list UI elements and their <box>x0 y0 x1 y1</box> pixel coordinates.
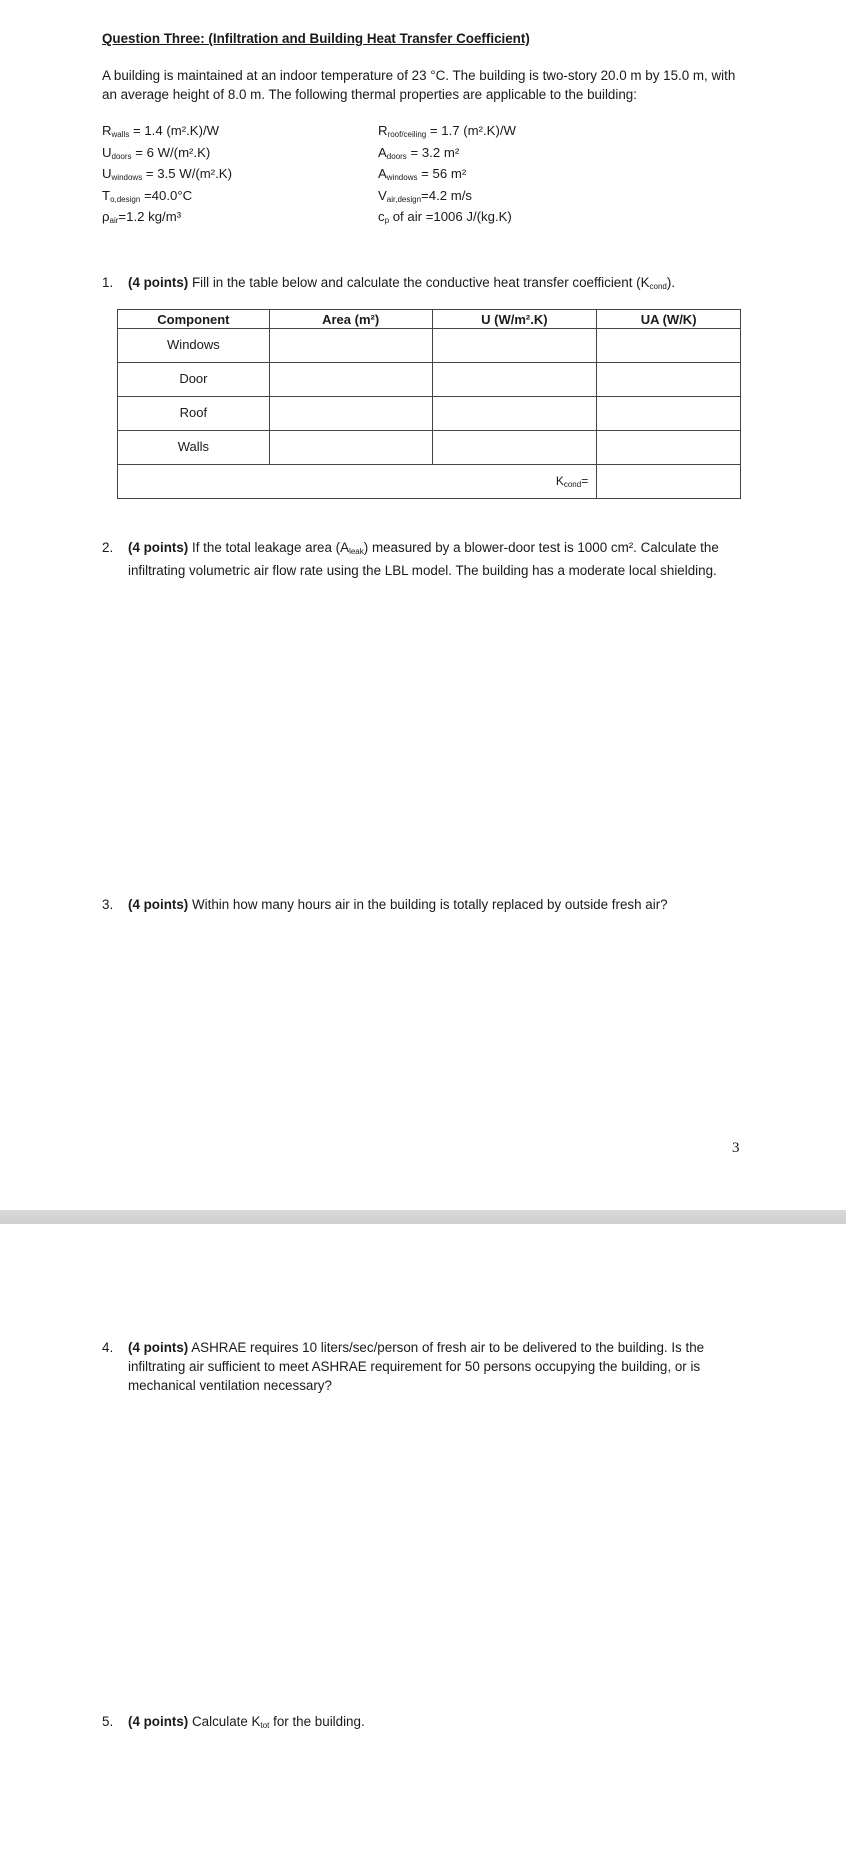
property-r-roof: $R_{roof/ceiling} = 1.7$ (m².K)/W <box>378 123 516 139</box>
table-total-row <box>118 465 741 499</box>
page-separator <box>0 1210 846 1224</box>
row-label-door: Door <box>118 363 270 397</box>
k-cond-label: $K_{cond}=$ <box>118 465 597 499</box>
cell-area-door[interactable] <box>269 363 432 397</box>
property-t-design: $T_{o,design} =40.0^\circ C$ <box>102 187 193 204</box>
row-label-roof: Roof <box>118 397 270 431</box>
property-a-doors: $A_{doors} = 3.2$ m² <box>378 144 460 161</box>
cell-u-roof[interactable] <box>432 397 597 431</box>
table-header-row <box>118 310 741 329</box>
cell-ua-windows[interactable] <box>597 329 741 363</box>
property-u-windows: $U_{windows} = 3.5$ W/(m².K) <box>102 166 232 182</box>
conduction-table <box>117 309 741 499</box>
cell-area-walls[interactable] <box>269 431 432 465</box>
property-cp-air: $c_p$ of air =1006 J/(kg.K) <box>378 209 512 225</box>
cell-area-roof[interactable] <box>269 397 432 431</box>
property-rho-air: $\rho_{air}=1.2$ kg/m³ <box>102 209 182 225</box>
cell-ua-walls[interactable] <box>597 431 741 465</box>
cell-u-door[interactable] <box>432 363 597 397</box>
header-u: U (W/m².K) <box>432 310 597 329</box>
table-row <box>118 431 741 465</box>
question-3: 3. (4 points) Within how many hours air in the building is totally replaced by outside fresh air? <box>102 897 668 912</box>
header-ua: UA (W/K) <box>597 310 741 329</box>
properties-right <box>378 122 516 230</box>
cell-u-windows[interactable] <box>432 329 597 363</box>
row-label-walls: Walls <box>118 431 270 465</box>
table-row <box>118 397 741 431</box>
cell-area-windows[interactable] <box>269 329 432 363</box>
header-component: Component <box>118 310 270 329</box>
cell-k-cond-value[interactable] <box>597 465 741 499</box>
cell-ua-door[interactable] <box>597 363 741 397</box>
question-2: 2. (4 points) If the total leakage area $(A_{leak})$ measured by a blower-door test is 1000 cm². Calculate the infiltrating volumetric air flow rate using the LBL model. The building has a moderate local shielding. <box>102 540 719 578</box>
row-label-windows: Windows <box>118 329 270 363</box>
question-title: Question Three: (Infiltration and Building Heat Transfer Coefficient) <box>102 31 530 46</box>
properties-left <box>102 122 232 230</box>
intro-paragraph: A building is maintained at an indoor temperature of 23 °C. The building is two-story 20.0 m by 15.0 m, with an average height of 8.0 m. The following thermal properties are applicable to the building: <box>102 68 736 102</box>
page-number: 3 <box>732 1140 740 1156</box>
property-r-walls: $R_{walls} = 1.4$ (m².K)/W <box>102 123 220 139</box>
question-1: 1. (4 points) Fill in the table below and calculate the conductive heat transfer coefficient $(K_{cond})$. <box>102 275 676 291</box>
cell-u-walls[interactable] <box>432 431 597 465</box>
header-area: Area (m²) <box>269 310 432 329</box>
cell-ua-roof[interactable] <box>597 397 741 431</box>
question-5: 5. (4 points) Calculate $K_{tot}$ for the building. <box>102 1714 365 1730</box>
property-u-doors: $U_{doors} = 6$ W/(m².K) <box>102 144 211 161</box>
table-row <box>118 329 741 363</box>
property-a-windows: $A_{windows} = 56$ m² <box>378 166 467 182</box>
table-row <box>118 363 741 397</box>
question-4: 4. (4 points) ASHRAE requires 10 liters/sec/person of fresh air to be delivered to the building. Is the infiltrating air sufficient to meet ASHRAE requirement for 50 persons occupying the building, or is mechanical ventilation necessary? <box>102 1340 705 1393</box>
property-v-air: $V_{air,design}=4.2$ m/s <box>378 187 472 204</box>
